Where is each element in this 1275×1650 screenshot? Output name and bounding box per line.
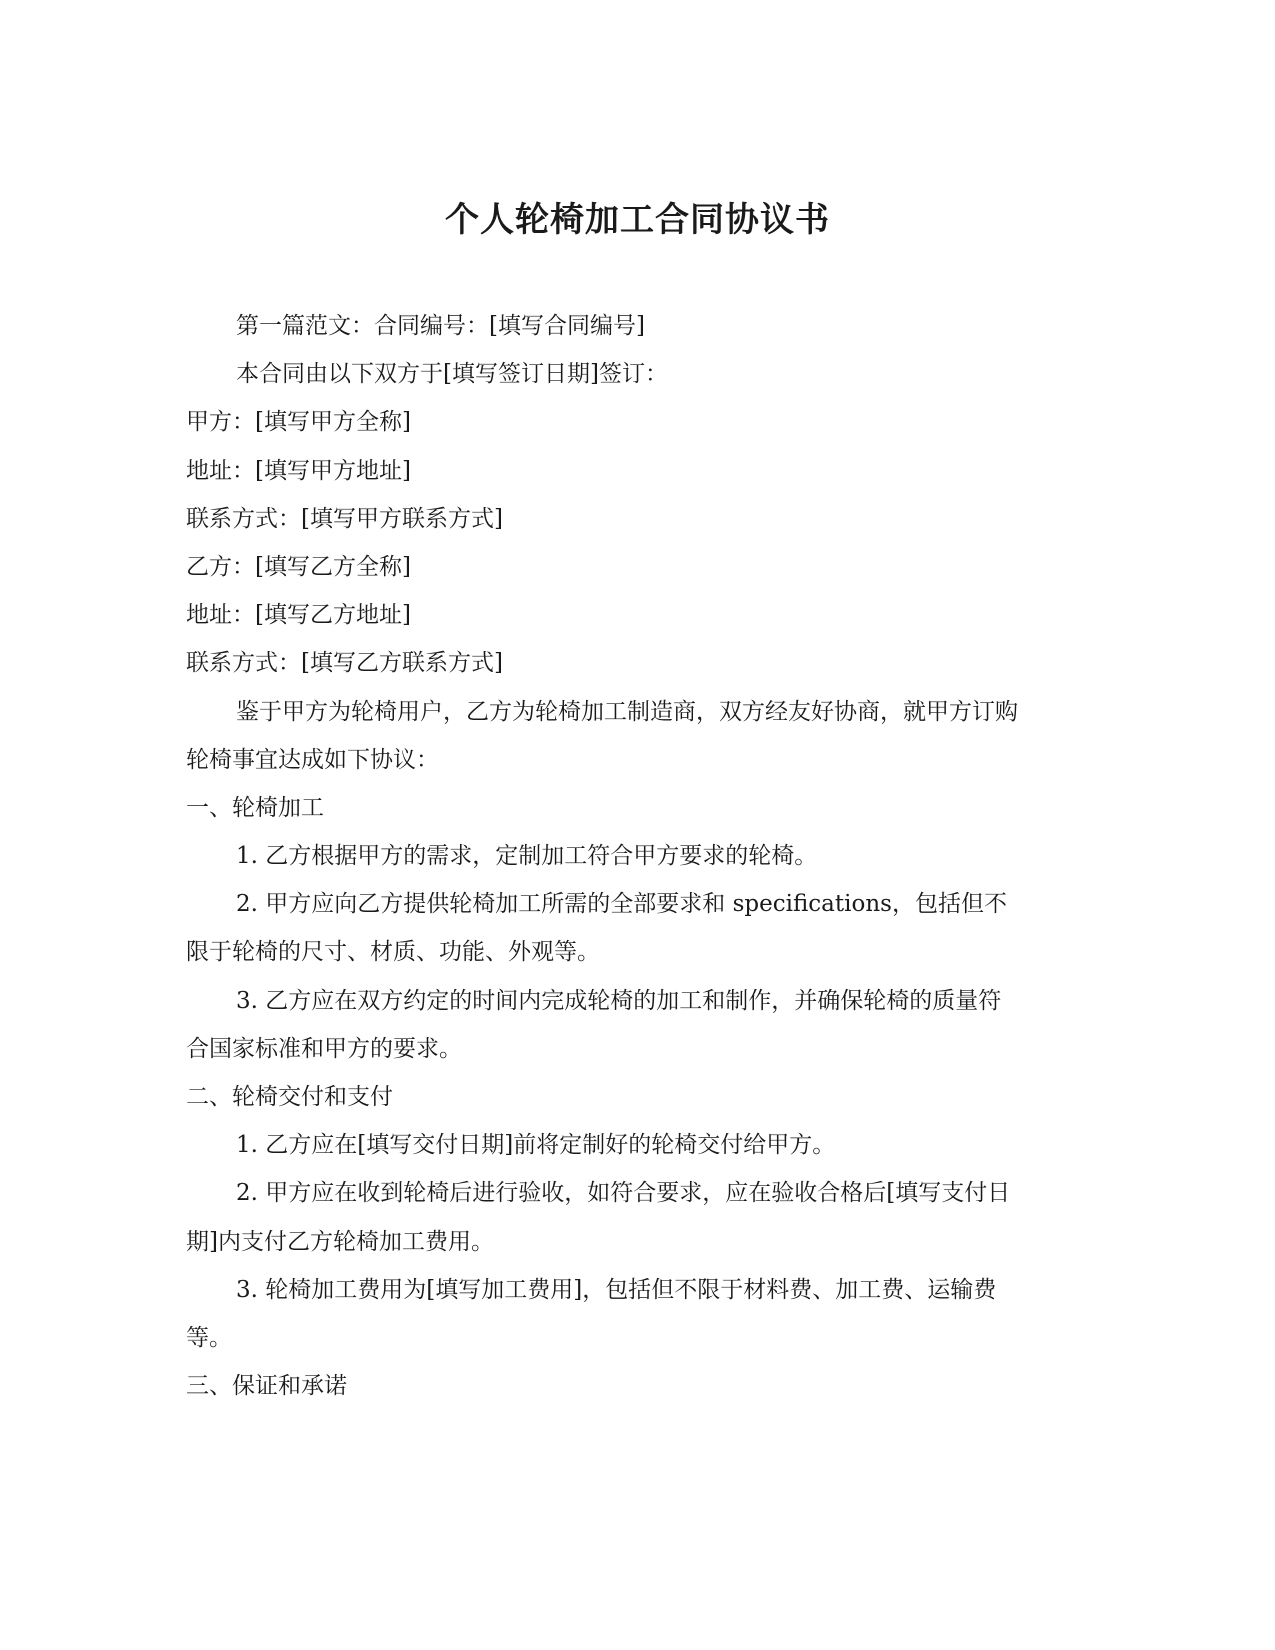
document-line: 限于轮椅的尺寸、材质、功能、外观等。 — [186, 939, 600, 966]
document-line: 轮椅事宜达成如下协议： — [186, 746, 439, 773]
document-line: 一、轮椅加工 — [186, 794, 324, 821]
document-line: 地址：[填写乙方地址] — [186, 602, 411, 629]
document-line: 等。 — [186, 1324, 232, 1351]
document-line: 合国家标准和甲方的要求。 — [186, 1035, 462, 1062]
document-line: 甲方：[填写甲方全称] — [186, 409, 411, 436]
document-line: 第一篇范文：合同编号：[填写合同编号] — [236, 313, 645, 339]
document-line: 联系方式：[填写甲方联系方式] — [186, 505, 503, 532]
document-line: 1. 乙方根据甲方的需求，定制加工符合甲方要求的轮椅。 — [236, 843, 818, 870]
document-line: 3. 乙方应在双方约定的时间内完成轮椅的加工和制作，并确保轮椅的质量符 — [236, 987, 1002, 1014]
document-body — [186, 302, 1091, 1410]
document-line: 2. 甲方应在收到轮椅后进行验收，如符合要求，应在验收合格后[填写支付日 — [236, 1180, 1011, 1207]
document-line: 2. 甲方应向乙方提供轮椅加工所需的全部要求和 specifications，包括但不 — [236, 891, 1007, 918]
document-line: 1. 乙方应在[填写交付日期]前将定制好的轮椅交付给甲方。 — [236, 1132, 836, 1159]
document-line: 期]内支付乙方轮椅加工费用。 — [186, 1228, 494, 1255]
document-title: 个人轮椅加工合同协议书 — [445, 200, 830, 240]
document-line: 3. 轮椅加工费用为[填写加工费用]，包括但不限于材料费、加工费、运输费 — [236, 1276, 997, 1303]
document-line: 三、保证和承诺 — [186, 1373, 347, 1400]
document-line: 本合同由以下双方于[填写签订日期]签订： — [236, 361, 668, 388]
document-line: 二、轮椅交付和支付 — [186, 1084, 393, 1110]
document-line: 乙方：[填写乙方全称] — [186, 553, 411, 580]
document-line: 联系方式：[填写乙方联系方式] — [186, 650, 503, 677]
document-line: 地址：[填写甲方地址] — [186, 457, 411, 484]
document-line: 鉴于甲方为轮椅用户，乙方为轮椅加工制造商，双方经友好协商，就甲方订购 — [236, 698, 1018, 725]
